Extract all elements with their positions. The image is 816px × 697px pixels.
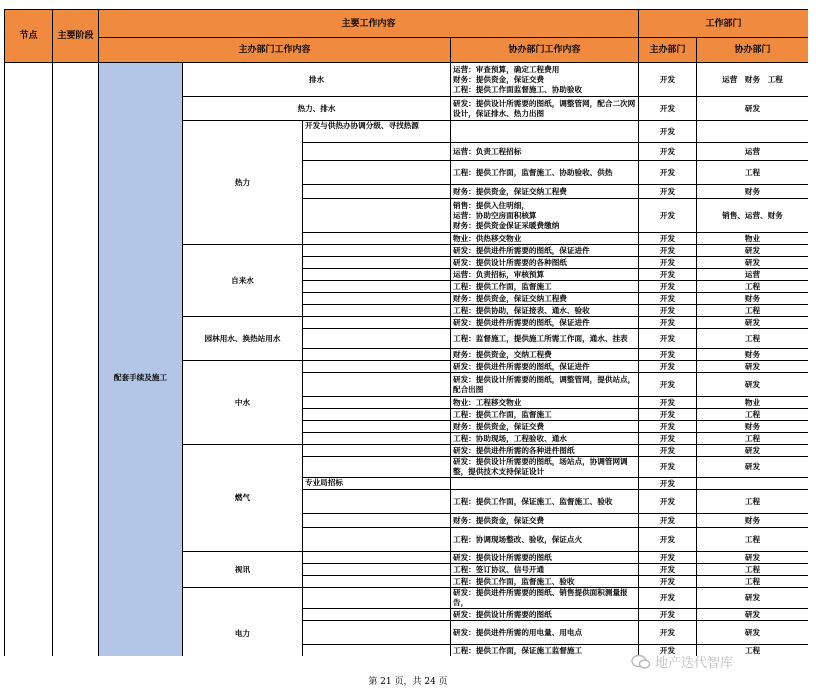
assist-text: 研发：提供进件所需要的图纸，保证进件: [451, 317, 639, 329]
header-assist-dept: 协办部门: [697, 38, 808, 63]
sub-task: [303, 588, 451, 609]
assist-text: 研发：提供进件所需的用电量、用电点: [451, 621, 639, 645]
header-lead-work: 主办部门工作内容: [99, 38, 451, 63]
watermark-text: 地产迭代智库: [655, 656, 734, 671]
lead-dept: 开发: [639, 97, 697, 121]
assist-text: 运营：负责招标，审核预算: [451, 269, 639, 281]
assist-text: 研发：提供设计所需要的图纸: [451, 609, 639, 621]
sub-task: [303, 621, 451, 645]
sub-task: [303, 576, 451, 588]
worksheet: [4, 9, 808, 656]
assist-text: 研发：提供设计所需要的图纸: [451, 552, 639, 564]
lead-dept: 开发: [639, 143, 697, 161]
sub-task: [303, 528, 451, 552]
assist-text: 工程：提供工作面，监督施工、验收: [451, 576, 639, 588]
assist-dept: 研发: [697, 457, 808, 478]
assist-text: 工程：协调现场整改、验收，保证点火: [451, 528, 639, 552]
sub-task: [303, 269, 451, 281]
lead-dept: 开发: [639, 409, 697, 421]
lead-dept: 开发: [639, 329, 697, 349]
sub-task: [303, 514, 451, 528]
lead-dept: 开发: [639, 645, 697, 657]
assist-dept: 销售、运营、财务: [697, 199, 808, 233]
lead-dept: 开发: [639, 552, 697, 564]
lead-dept: 开发: [639, 609, 697, 621]
assist-dept: 工程: [697, 645, 808, 657]
lead-dept: 开发: [639, 514, 697, 528]
assist-text: 研发：提供进件所需的各种进件图纸: [451, 445, 639, 457]
sub-task: [303, 445, 451, 457]
lead-dept: 开发: [639, 621, 697, 645]
sub-task: [303, 245, 451, 257]
node-cell: [5, 63, 53, 657]
stage-label: 配套手续及施工: [99, 63, 183, 657]
assist-dept: [697, 478, 808, 490]
header-lead-dept: 主办部门: [639, 38, 697, 63]
assist-dept: 研发: [697, 609, 808, 621]
sub-task: [303, 281, 451, 293]
assist-dept: 物业: [697, 233, 808, 245]
group-heat: 热力: [183, 121, 303, 245]
watermark: [631, 652, 733, 671]
assist-dept: 研发: [697, 245, 808, 257]
assist-text: 运营：负责工程招标: [451, 143, 639, 161]
lead-dept: 开发: [639, 293, 697, 305]
assist-text: 工程：提供工作面，保证施工、监督施工、验收: [451, 490, 639, 514]
assist-dept: 工程: [697, 576, 808, 588]
assist-dept: 运营: [697, 143, 808, 161]
group-landscape: 园林用水、换热站用水: [183, 317, 303, 361]
lead-dept: 开发: [639, 373, 697, 397]
lead-dept: 开发: [639, 121, 697, 143]
lead-dept: 开发: [639, 257, 697, 269]
assist-dept: 研发: [697, 97, 808, 121]
sub-task: [303, 433, 451, 445]
lead-dept: 开发: [639, 269, 697, 281]
assist-dept: 工程: [697, 490, 808, 514]
assist-text: 研发：提供设计所需要的图纸，场站点，协调管网调整，提供技术支持保证设计: [451, 457, 639, 478]
lead-dept: 开发: [639, 281, 697, 293]
lead-dept: 开发: [639, 421, 697, 433]
assist-text: 财务：提供资金，保证交纳工程费: [451, 293, 639, 305]
lead-dept: 开发: [639, 457, 697, 478]
assist-dept: 研发: [697, 552, 808, 564]
assist-dept: 财务: [697, 514, 808, 528]
sub-task: [303, 329, 451, 349]
lead-dept: 开发: [639, 199, 697, 233]
lead-dept: 开发: [639, 305, 697, 317]
lead-dept: 开发: [639, 245, 697, 257]
assist-dept: 工程: [697, 329, 808, 349]
sub-task: 专业局招标: [303, 478, 451, 490]
item-label: 热力、排水: [183, 97, 451, 121]
sub-task: [303, 305, 451, 317]
header-main-work: 主要工作内容: [99, 10, 639, 38]
sub-task: [303, 421, 451, 433]
sub-task: [303, 397, 451, 409]
sub-task: [303, 185, 451, 199]
assist-dept: 研发: [697, 373, 808, 397]
sub-task: [303, 609, 451, 621]
lead-dept: 开发: [639, 564, 697, 576]
wechat-icon: [631, 654, 651, 670]
sub-task: [303, 317, 451, 329]
sub-task: [303, 199, 451, 233]
sub-task: [303, 349, 451, 361]
assist-text: 工程：签订协议、信号开通: [451, 564, 639, 576]
assist-dept: 工程: [697, 564, 808, 576]
group-video: 视讯: [183, 552, 303, 588]
sub-task: [303, 564, 451, 576]
sub-task: [303, 161, 451, 185]
stage-cell: [53, 63, 99, 657]
lead-dept: 开发: [639, 361, 697, 373]
assist-text: 工程：提供工作面，监督施工、协助验收、供热: [451, 161, 639, 185]
assist-text: 研发：提供进件所需要的图纸，保证进件: [451, 245, 639, 257]
assist-dept: 研发: [697, 445, 808, 457]
lead-dept: 开发: [639, 161, 697, 185]
lead-dept: 开发: [639, 478, 697, 490]
assist-dept: [697, 121, 808, 143]
assist-text: 研发：提供进件所需要的图纸，保证进件: [451, 361, 639, 373]
header-node: 节点: [5, 10, 53, 63]
lead-dept: 开发: [639, 317, 697, 329]
lead-dept: 开发: [639, 490, 697, 514]
sub-task: [303, 257, 451, 269]
assist-dept: 研发: [697, 361, 808, 373]
assist-text: 工程：提供工作面，监督施工: [451, 409, 639, 421]
lead-dept: 开发: [639, 445, 697, 457]
assist-text: [451, 478, 639, 490]
lead-dept: 开发: [639, 588, 697, 609]
lead-dept: 开发: [639, 433, 697, 445]
assist-dept: 研发: [697, 588, 808, 609]
assist-text: 物业：工程移交物业: [451, 397, 639, 409]
assist-text: 研发：提供设计所需要的图纸，调整管网，配合二次网设计，保证排水、热力出图: [451, 97, 639, 121]
group-gas: 燃气: [183, 445, 303, 552]
sub-task: [303, 293, 451, 305]
assist-text: 财务：提供资金，保证交纳工程费: [451, 185, 639, 199]
assist-text: [451, 121, 639, 143]
assist-dept: 财务: [697, 293, 808, 305]
sub-task: [303, 457, 451, 478]
lead-dept: 开发: [639, 233, 697, 245]
assist-dept: 研发: [697, 257, 808, 269]
assist-dept: 物业: [697, 397, 808, 409]
assist-dept: 财务: [697, 185, 808, 199]
lead-dept: 开发: [639, 63, 697, 97]
header-stage: 主要阶段: [53, 10, 99, 63]
header-dept: 工作部门: [639, 10, 808, 38]
lead-dept: 开发: [639, 185, 697, 199]
header-assist-work: 协办部门工作内容: [451, 38, 639, 63]
assist-dept: 工程: [697, 433, 808, 445]
assist-dept: 工程: [697, 528, 808, 552]
sub-task: [303, 552, 451, 564]
assist-text: 研发：提供设计所需要的各种图纸: [451, 257, 639, 269]
lead-dept: 开发: [639, 397, 697, 409]
sub-task: [303, 361, 451, 373]
assist-dept: 工程: [697, 161, 808, 185]
assist-text: 工程：提供工作面，监督施工: [451, 281, 639, 293]
lead-dept: 开发: [639, 528, 697, 552]
sub-task: 开发与供热办协调分级、寻找热源: [303, 121, 451, 143]
assist-dept: 运营 财务 工程: [697, 63, 808, 97]
assist-text: 财务：提供资金，交纳工程费: [451, 349, 639, 361]
assist-text: 物业：供热移交物业: [451, 233, 639, 245]
sub-task: [303, 645, 451, 657]
assist-dept: 工程: [697, 409, 808, 421]
assist-dept: 财务: [697, 421, 808, 433]
assist-text: 财务：提供资金，保证交费: [451, 421, 639, 433]
sub-task: [303, 373, 451, 397]
sub-task: [303, 409, 451, 421]
sub-task: [303, 143, 451, 161]
lead-dept: 开发: [639, 349, 697, 361]
lead-dept: 开发: [639, 576, 697, 588]
assist-dept: 研发: [697, 317, 808, 329]
assist-text: 财务：提供资金，保证交费: [451, 514, 639, 528]
assist-dept: 研发: [697, 621, 808, 645]
sub-task: [303, 233, 451, 245]
sub-task: [303, 490, 451, 514]
assist-dept: 运营: [697, 269, 808, 281]
assist-dept: 财务: [697, 349, 808, 361]
group-water: 自来水: [183, 245, 303, 317]
page-footer: 第 21 页，共 24 页: [368, 677, 448, 687]
work-plan-table: [4, 9, 808, 656]
assist-dept: 工程: [697, 281, 808, 293]
assist-text: 工程：协助现场，工程验收、通水: [451, 433, 639, 445]
assist-text: 运营：审查预算，确定工程费用 财务：提供资金，保证交费 工程：提供工作面监督施工、协助验收: [451, 63, 639, 97]
assist-dept: 工程: [697, 305, 808, 317]
assist-text: 销售：提供入住明细， 运营：协助空房面积核算 财务：提供资金保证采暖费缴纳: [451, 199, 639, 233]
assist-text: 研发：提供进件所需要的图纸、销售提供面积测量报告，: [451, 588, 639, 609]
assist-text: 研发：提供设计所需要的图纸，调整管网，提供站点，配合出图: [451, 373, 639, 397]
assist-text: 工程：提供协助，保证接表、通水、验收: [451, 305, 639, 317]
group-power: 电力: [183, 588, 303, 657]
item-label: 排水: [183, 63, 451, 97]
assist-text: 工程：提供工作面，保证施工监督施工: [451, 645, 639, 657]
group-reclaim: 中水: [183, 361, 303, 445]
assist-text: 工程：监督施工，提供施工所需工作面，通水、挂表: [451, 329, 639, 349]
